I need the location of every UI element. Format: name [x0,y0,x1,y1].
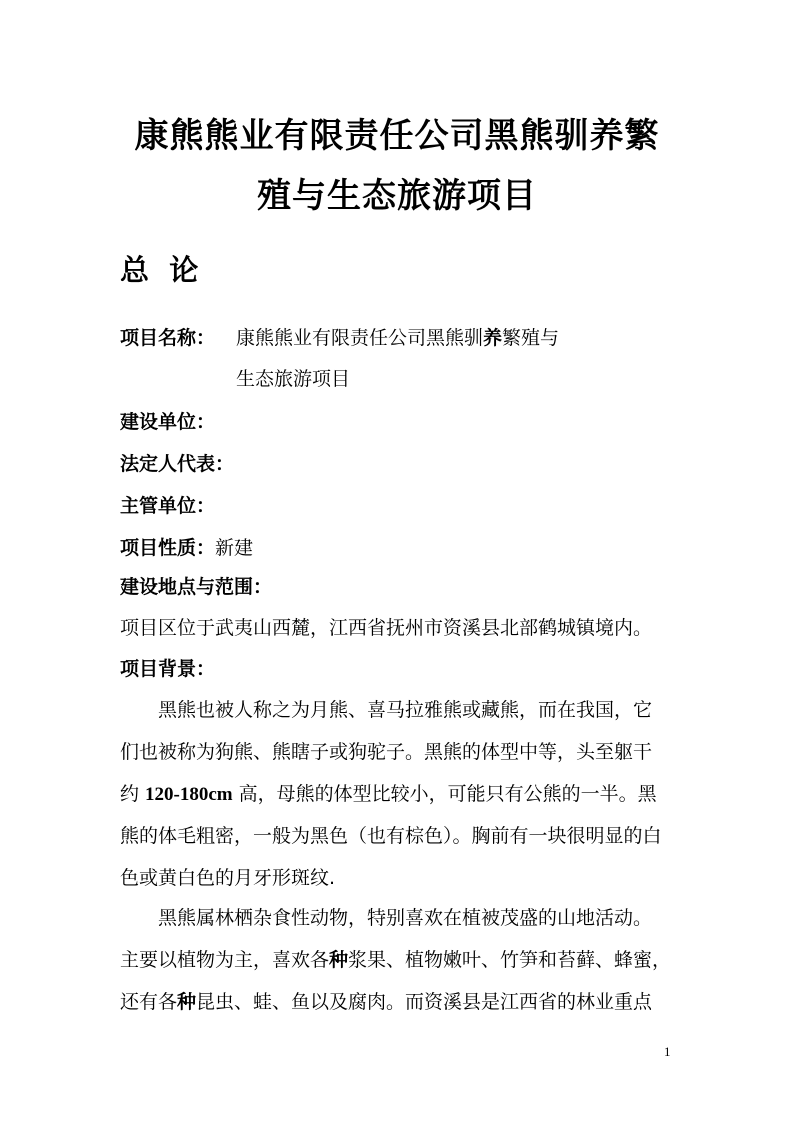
legal-rep-row [120,452,234,476]
paragraph-2-line-3-bold-char: 种 [177,991,197,1013]
background-paragraph-1 [120,689,665,899]
background-paragraph-2 [120,897,672,1023]
builder-row [120,410,215,434]
location-row [120,575,272,599]
legal-rep-label: 法定人代表： [120,453,235,475]
project-name-label: 项目名称： [120,327,216,349]
paragraph-1-line-2: 们也被称为狗熊、熊瞎子或狗驼子。黑熊的体型中等，头至躯干 [120,741,653,763]
builder-label: 建设单位： [120,411,216,433]
project-name-value-part-a: 康熊熊业有限责任公司黑熊驯 [236,327,484,349]
project-name-row [120,326,215,350]
section-heading: 总 论 [120,253,199,287]
paragraph-1-line-1: 黑熊也被人称之为月熊、喜马拉雅熊或藏熊，而在我国，它 [158,699,653,721]
paragraph-1-line-3-part-a: 约 [120,783,146,805]
paragraph-2-line-1: 黑熊属林栖杂食性动物，特别喜欢在植被茂盛的山地活动。 [158,907,653,929]
location-value: 项目区位于武夷山西麓，江西省抚州市资溪县北部鹤城镇境内。 [120,617,653,639]
page-number: 1 [664,1044,671,1059]
paragraph-1-line-4: 熊的体毛粗密，一般为黑色（也有棕色）。胸前有一块很明显的白 [120,825,662,847]
paragraph-2-line-2 [120,939,672,981]
paragraph-2-line-3-part-b: 昆虫、蛙、鱼以及腐肉。而资溪县是江西省的林业重点 [196,991,653,1013]
document-title-line-2: 殖与生态旅游项目 [257,176,537,216]
paragraph-2-line-3-part-a: 还有各 [120,991,178,1013]
background-label: 项目背景： [120,658,216,680]
background-row [120,657,215,681]
paragraph-2-line-2-part-b: 浆果、植物嫩叶、竹笋和苔藓、蜂蜜， [348,949,672,971]
project-name-value-part-b: 繁殖与 [502,327,560,349]
project-name-value-line-2: 生态旅游项目 [236,368,351,390]
paragraph-2-line-2-part-a: 主要以植物为主，喜欢各 [120,949,330,971]
location-label: 建设地点与范围： [120,576,273,598]
authority-label: 主管单位： [120,495,216,517]
document-title-line-1: 康熊熊业有限责任公司黑熊驯养繁 [134,116,660,156]
nature-value: 新建 [215,537,254,559]
paragraph-2-line-2-bold-char: 种 [329,949,349,971]
nature-row [120,536,253,560]
nature-label: 项目性质： [120,537,216,559]
paragraph-1-line-5: 色或黄白色的月牙形斑纹. [120,867,336,889]
paragraph-1-line-3-part-b: 高，母熊的体型比较小，可能只有公熊的一半。黑 [232,783,657,805]
authority-row [120,494,215,518]
height-range-value: 120-180cm [145,784,233,805]
paragraph-1-line-3 [120,773,665,815]
project-name-value-bold-char: 养 [483,327,503,349]
project-name-value-line-1 [236,326,559,350]
paragraph-2-line-3 [120,981,665,1023]
